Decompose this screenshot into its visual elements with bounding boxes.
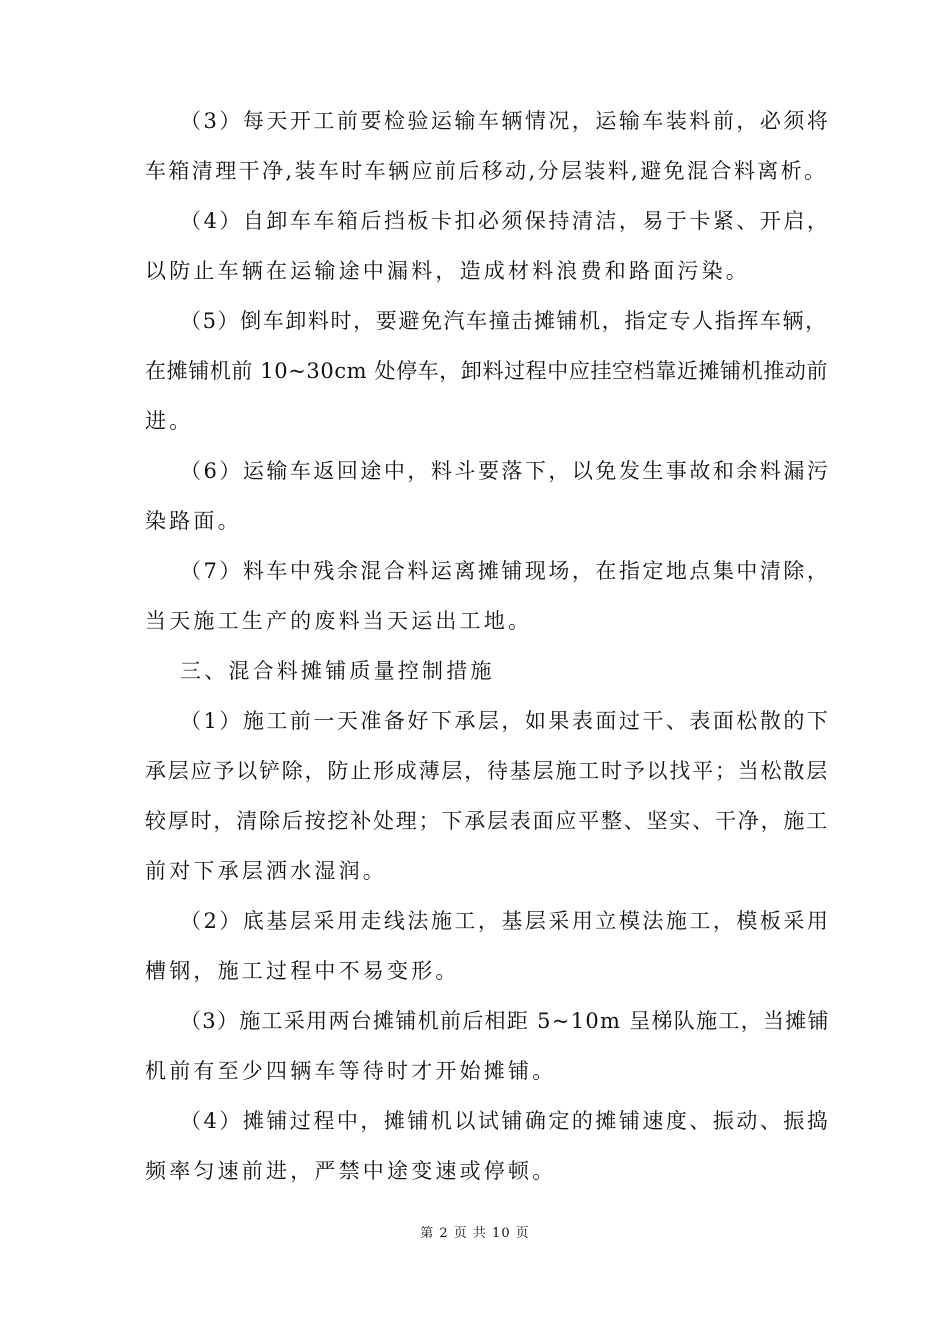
text-line: 在摊铺机前 10~30cm 处停车，卸料过程中应挂空档靠近摊铺机推动前 <box>145 359 829 383</box>
text-line: 以防止车辆在运输途中漏料，造成材料浪费和路面污染。 <box>145 259 750 283</box>
text-line: （3）每天开工前要检验运输车辆情况，运输车装料前，必须将 <box>180 109 831 133</box>
text-line: （6）运输车返回途中，料斗要落下，以免发生事故和余料漏污 <box>180 459 831 483</box>
text-line: 频率匀速前进，严禁中途变速或停顿。 <box>145 1159 557 1183</box>
text-line: 承层应予以铲除，防止形成薄层，待基层施工时予以找平；当松散层 <box>145 759 829 783</box>
text-line: 较厚时，清除后按挖补处理；下承层表面应平整、坚实、干净，施工 <box>145 809 829 833</box>
text-line: （3）施工采用两台摊铺机前后相距 5~10m 呈梯队施工，当摊铺 <box>180 1009 830 1033</box>
text-line: 进。 <box>145 409 194 433</box>
text-line: （5）倒车卸料时，要避免汽车撞击摊铺机，指定专人指挥车辆， <box>180 309 828 333</box>
text-line: 前对下承层洒水湿润。 <box>145 859 387 883</box>
text-line: 机前有至少四辆车等待时才开始摊铺。 <box>145 1059 557 1083</box>
text-line: （4）自卸车车箱后挡板卡扣必须保持清洁，易于卡紧、开启， <box>180 209 831 233</box>
page-number-footer: 第 2 页 共 10 页 <box>420 1226 530 1241</box>
text-line: （2）底基层采用走线法施工，基层采用立模法施工，模板采用 <box>180 909 831 933</box>
text-line: 车箱清理干净,装车时车辆应前后移动,分层装料,避免混合料离析。 <box>145 159 828 183</box>
text-line: （7）料车中残余混合料运离摊铺现场，在指定地点集中清除， <box>180 559 831 583</box>
section-heading: 三、混合料摊铺质量控制措施 <box>180 659 495 683</box>
text-line: 当天施工生产的废料当天运出工地。 <box>145 609 533 633</box>
text-line: （1）施工前一天准备好下承层，如果表面过干、表面松散的下 <box>180 709 831 733</box>
text-line: （4）摊铺过程中，摊铺机以试铺确定的摊铺速度、振动、振捣 <box>180 1109 831 1133</box>
text-line: 染路面。 <box>145 509 242 533</box>
text-line: 槽钢，施工过程中不易变形。 <box>145 959 460 983</box>
